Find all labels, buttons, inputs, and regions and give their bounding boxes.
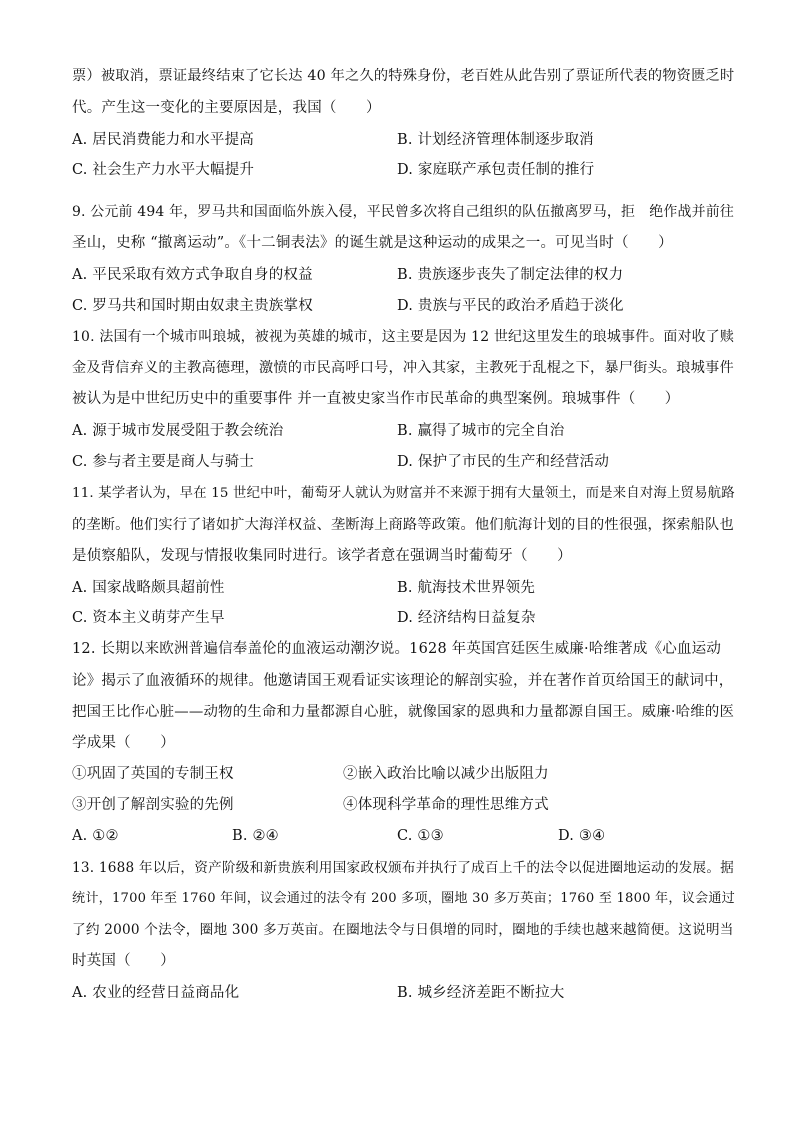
q13-stem-line-3: 了约 2000 个法令，圈地 300 多万英亩。在圈地法令与日俱增的同时，圈地的手续也越来越简便。这说明当 (72, 922, 734, 938)
q10-stem-line-1: 10. 法国有一个城市叫琅城，被视为英雄的城市，这主要是因为 12 世纪这里发生的琅城事件。面对收了赎 (72, 329, 734, 345)
q11-stem-line-3: 是侦察船队，发现与情报收集同时进行。该学者意在强调当时葡萄牙（ ） (72, 548, 572, 564)
q12-statement-4: ④体现科学革命的理性思维方式 (343, 797, 549, 813)
q10-stem-line-3: 被认为是中世纪历史中的重要事件 并一直被史家当作市民革命的典型案例。琅城事件（ ） (72, 391, 680, 407)
q13-stem-line-2: 统计，1700 年至 1760 年间，议会通过的法令有 200 多项，圈地 30 多万英亩；1760 至 1800 年，议会通过 (72, 891, 736, 906)
q10-stem-line-2: 金及背信弃义的主教高德理，激愤的市民高呼口号，冲入其家，主教死于乱棍之下，暴尸街头。琅城事件 (72, 360, 734, 376)
q11-stem-line-2: 的垄断。他们实行了诸如扩大海洋权益、垄断海上商路等政策。他们航海计划的目的性很强，探索船队也 (72, 517, 734, 533)
q9-option-d: D. 贵族与平民的政治矛盾趋于淡化 (397, 298, 624, 314)
q8-option-b: B. 计划经济管理体制逐步取消 (397, 132, 594, 148)
q8-option-c: C. 社会生产力水平大幅提升 (72, 162, 255, 178)
q11-option-b: B. 航海技术世界领先 (397, 580, 536, 596)
q12-statement-3: ③开创了解剖实验的先例 (72, 797, 234, 813)
q13-stem-line-4: 时英国（ ） (72, 953, 175, 969)
q10-option-d: D. 保护了市民的生产和经营活动 (397, 454, 610, 470)
q11-option-a: A. 国家战略颇具超前性 (72, 580, 225, 596)
q10-option-a: A. 源于城市发展受阻于教会统治 (72, 423, 284, 439)
q10-option-c: C. 参与者主要是商人与骑士 (72, 454, 255, 470)
q12-option-a: A. ①② (72, 828, 119, 844)
q11-stem-line-1: 11. 某学者认为，早在 15 世纪中叶，葡萄牙人就认为财富并不来源于拥有大量领土，而是来自对海上贸易航路 (72, 486, 735, 501)
q12-option-c: C. ①③ (397, 828, 444, 844)
q13-stem-line-1: 13. 1688 年以后，资产阶级和新贵族利用国家政权颁布并执行了成百上千的法令以促进圈地运动的发展。据 (72, 860, 735, 876)
q12-statement-2: ②嵌入政治比喻以减少出版阻力 (343, 766, 549, 782)
q12-stem-line-3: 把国王比作心脏——动物的生命和力量都源自心脏，就像国家的恩典和力量都源自国王。威廉·哈维的医 (72, 704, 735, 720)
q13-option-a: A. 农业的经营日益商品化 (72, 985, 240, 1001)
q9-option-b: B. 贵族逐步丧失了制定法律的权力 (397, 267, 624, 283)
q12-option-d: D. ③④ (558, 828, 606, 844)
q9-option-a: A. 平民采取有效方式争取自身的权益 (72, 267, 313, 283)
q10-option-b: B. 赢得了城市的完全自治 (397, 423, 565, 439)
q12-option-b: B. ②④ (232, 828, 279, 844)
q9-option-c: C. 罗马共和国时期由奴隶主贵族掌权 (72, 298, 313, 314)
q11-option-d: D. 经济结构日益复杂 (397, 610, 536, 626)
q12-statement-1: ①巩固了英国的专制王权 (72, 766, 234, 782)
q12-stem-line-4: 学成果（ ） (72, 735, 175, 751)
q12-stem-line-1: 12. 长期以来欧洲普遍信奉盖伦的血液运动潮汐说。1628 年英国宫廷医生威廉·哈维著成《心血运动 (72, 641, 722, 657)
q13-option-b: B. 城乡经济差距不断拉大 (397, 985, 565, 1001)
q9-stem-line-2: 圣山，史称 “撤离运动”。《十二铜表法》的诞生就是这种运动的成果之一。可见当时（ ） (72, 235, 673, 251)
q8-stem-line-1: 票）被取消，票证最终结束了它长达 40 年之久的特殊身份，老百姓从此告别了票证所代表的物资匮乏时 (72, 68, 735, 84)
q8-stem-line-2: 代。产生这一变化的主要原因是，我国（ ） (72, 100, 381, 116)
q9-stem-line-1: 9. 公元前 494 年，罗马共和国面临外族入侵，平民曾多次将自己组织的队伍撤离罗马，拒 绝作战并前往 (72, 204, 734, 220)
q12-stem-line-2: 论》揭示了血液循环的规律。他邀请国王观看证实该理论的解剖实验，并在著作首页给国王的献词中， (72, 673, 734, 689)
q8-option-a: A. 居民消费能力和水平提高 (72, 132, 254, 148)
q11-option-c: C. 资本主义萌芽产生早 (72, 610, 225, 626)
q8-option-d: D. 家庭联产承包责任制的推行 (397, 162, 595, 178)
